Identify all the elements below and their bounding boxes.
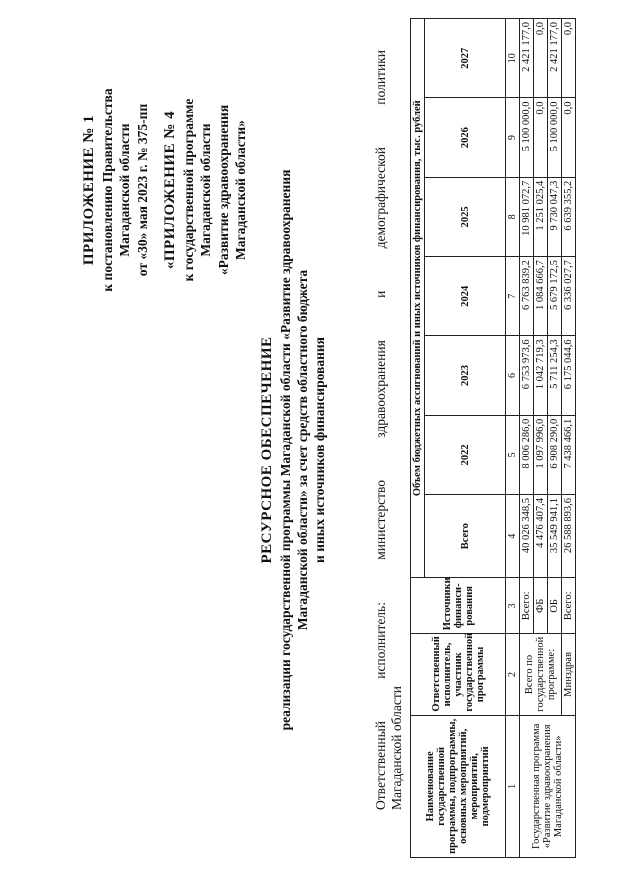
approval-date: от «30» мая 2023 г. № 375-пп bbox=[134, 103, 150, 277]
value-cell: 40 026 348,5 bbox=[520, 495, 534, 578]
responsible-word: политики bbox=[373, 50, 388, 105]
header-year: 2027 bbox=[425, 19, 506, 98]
appendix-number: ПРИЛОЖЕНИЕ № 1 bbox=[81, 114, 97, 266]
value-cell: 4 476 407,4 bbox=[534, 495, 548, 578]
header-year: 2022 bbox=[425, 415, 506, 494]
appendix-4-title: «ПРИЛОЖЕНИЕ № 4 bbox=[161, 110, 178, 270]
table-row bbox=[520, 19, 534, 858]
executor-minzdrav: Минздрав bbox=[562, 634, 576, 715]
value-cell: 5 711 254,3 bbox=[548, 336, 562, 415]
value-cell: 6 763 839,2 bbox=[520, 257, 534, 336]
executor-total: Всего по государственной программе: bbox=[520, 634, 562, 715]
column-number: 6 bbox=[506, 336, 520, 415]
column-number: 7 bbox=[506, 257, 520, 336]
responsible-word: демографической bbox=[373, 147, 388, 249]
value-cell: 2 421 177,0 bbox=[548, 19, 562, 98]
column-number: 9 bbox=[506, 98, 520, 177]
value-cell: 9 730 047,3 bbox=[548, 177, 562, 256]
value-cell: 0,0 bbox=[534, 98, 548, 177]
value-cell: 0,0 bbox=[534, 19, 548, 98]
value-cell: 7 438 466,1 bbox=[562, 415, 576, 494]
value-cell: 6 753 973,6 bbox=[520, 336, 534, 415]
column-number-row bbox=[506, 19, 520, 858]
column-number: 2 bbox=[506, 634, 520, 715]
approval-line: к постановлению Правительства bbox=[100, 88, 116, 292]
column-number: 10 bbox=[506, 19, 520, 98]
program-name: Государственная программа «Развитие здравоохранения Магаданской области» bbox=[520, 715, 576, 857]
approval-line: Магаданской области bbox=[117, 123, 133, 257]
column-number: 4 bbox=[506, 495, 520, 578]
header-year: 2023 bbox=[425, 336, 506, 415]
value-cell: 1 084 666,7 bbox=[534, 257, 548, 336]
value-cell: 1 097 996,0 bbox=[534, 415, 548, 494]
responsible-word: Ответственный bbox=[373, 721, 388, 810]
responsible-word: здравоохранения bbox=[373, 340, 388, 438]
approval-line: «Развитие здравоохранения bbox=[215, 104, 231, 276]
header-source: Источники финанси-рования bbox=[411, 578, 506, 634]
header-year: 2025 bbox=[425, 177, 506, 256]
column-number: 5 bbox=[506, 415, 520, 494]
header-name: Наименование государственной программы, подпрограммы, основных мероприятий, мероприятий, подмероприятий bbox=[411, 715, 506, 857]
header-row bbox=[411, 19, 425, 858]
responsible-word: исполнитель: bbox=[373, 602, 388, 679]
approval-line: к государственной программе bbox=[181, 98, 197, 282]
header-volume: Объем бюджетных ассигнований и иных источников финансирования, тыс. рублей bbox=[411, 19, 425, 578]
header-executor: Ответственный исполнитель, участник государственной программы bbox=[411, 634, 506, 715]
value-cell: 5 679 172,5 bbox=[548, 257, 562, 336]
spacer bbox=[151, 40, 161, 340]
document-title: РЕСУРСНОЕ ОБЕСПЕЧЕНИЕ bbox=[259, 336, 275, 564]
document-subtitle: и иных источников финансирования bbox=[311, 337, 327, 563]
source-cell: ОБ bbox=[548, 578, 562, 634]
value-cell: 6 639 355,2 bbox=[562, 177, 576, 256]
value-cell: 0,0 bbox=[562, 19, 576, 98]
document-subtitle: реализации государственной программы Магаданской области «Развитие здравоохранения bbox=[277, 169, 293, 731]
header-total: Всего bbox=[425, 495, 506, 578]
header-year: 2024 bbox=[425, 257, 506, 336]
value-cell: 26 588 893,6 bbox=[562, 495, 576, 578]
funding-table bbox=[410, 18, 576, 858]
value-cell: 10 981 072,7 bbox=[520, 177, 534, 256]
source-cell: Всего: bbox=[520, 578, 534, 634]
value-cell: 8 006 286,0 bbox=[520, 415, 534, 494]
approval-block bbox=[80, 40, 249, 340]
value-cell: 2 421 177,0 bbox=[520, 19, 534, 98]
value-cell: 0,0 bbox=[562, 98, 576, 177]
approval-line: Магаданской области bbox=[198, 123, 214, 257]
value-cell: 5 100 000,0 bbox=[548, 98, 562, 177]
value-cell: 35 549 941,1 bbox=[548, 495, 562, 578]
value-cell: 1 042 719,3 bbox=[534, 336, 548, 415]
column-number: 1 bbox=[506, 715, 520, 857]
header-year: 2026 bbox=[425, 98, 506, 177]
responsible-line: Магаданской области bbox=[389, 686, 405, 810]
document-subtitle: Магаданской области» за счет средств областного бюджета bbox=[294, 269, 310, 631]
responsible-executor bbox=[373, 50, 405, 810]
value-cell: 6 336 027,7 bbox=[562, 257, 576, 336]
document-heading bbox=[258, 80, 328, 820]
value-cell: 5 100 000,0 bbox=[520, 98, 534, 177]
source-cell: ФБ bbox=[534, 578, 548, 634]
approval-line: Магаданской области» bbox=[232, 120, 248, 260]
value-cell: 6 908 290,0 bbox=[548, 415, 562, 494]
value-cell: 1 251 025,4 bbox=[534, 177, 548, 256]
column-number: 8 bbox=[506, 177, 520, 256]
responsible-line bbox=[373, 50, 389, 810]
column-number: 3 bbox=[506, 578, 520, 634]
value-cell: 6 175 044,6 bbox=[562, 336, 576, 415]
responsible-word: и bbox=[373, 290, 388, 298]
source-cell: Всего: bbox=[562, 578, 576, 634]
responsible-word: министерство bbox=[373, 479, 388, 560]
